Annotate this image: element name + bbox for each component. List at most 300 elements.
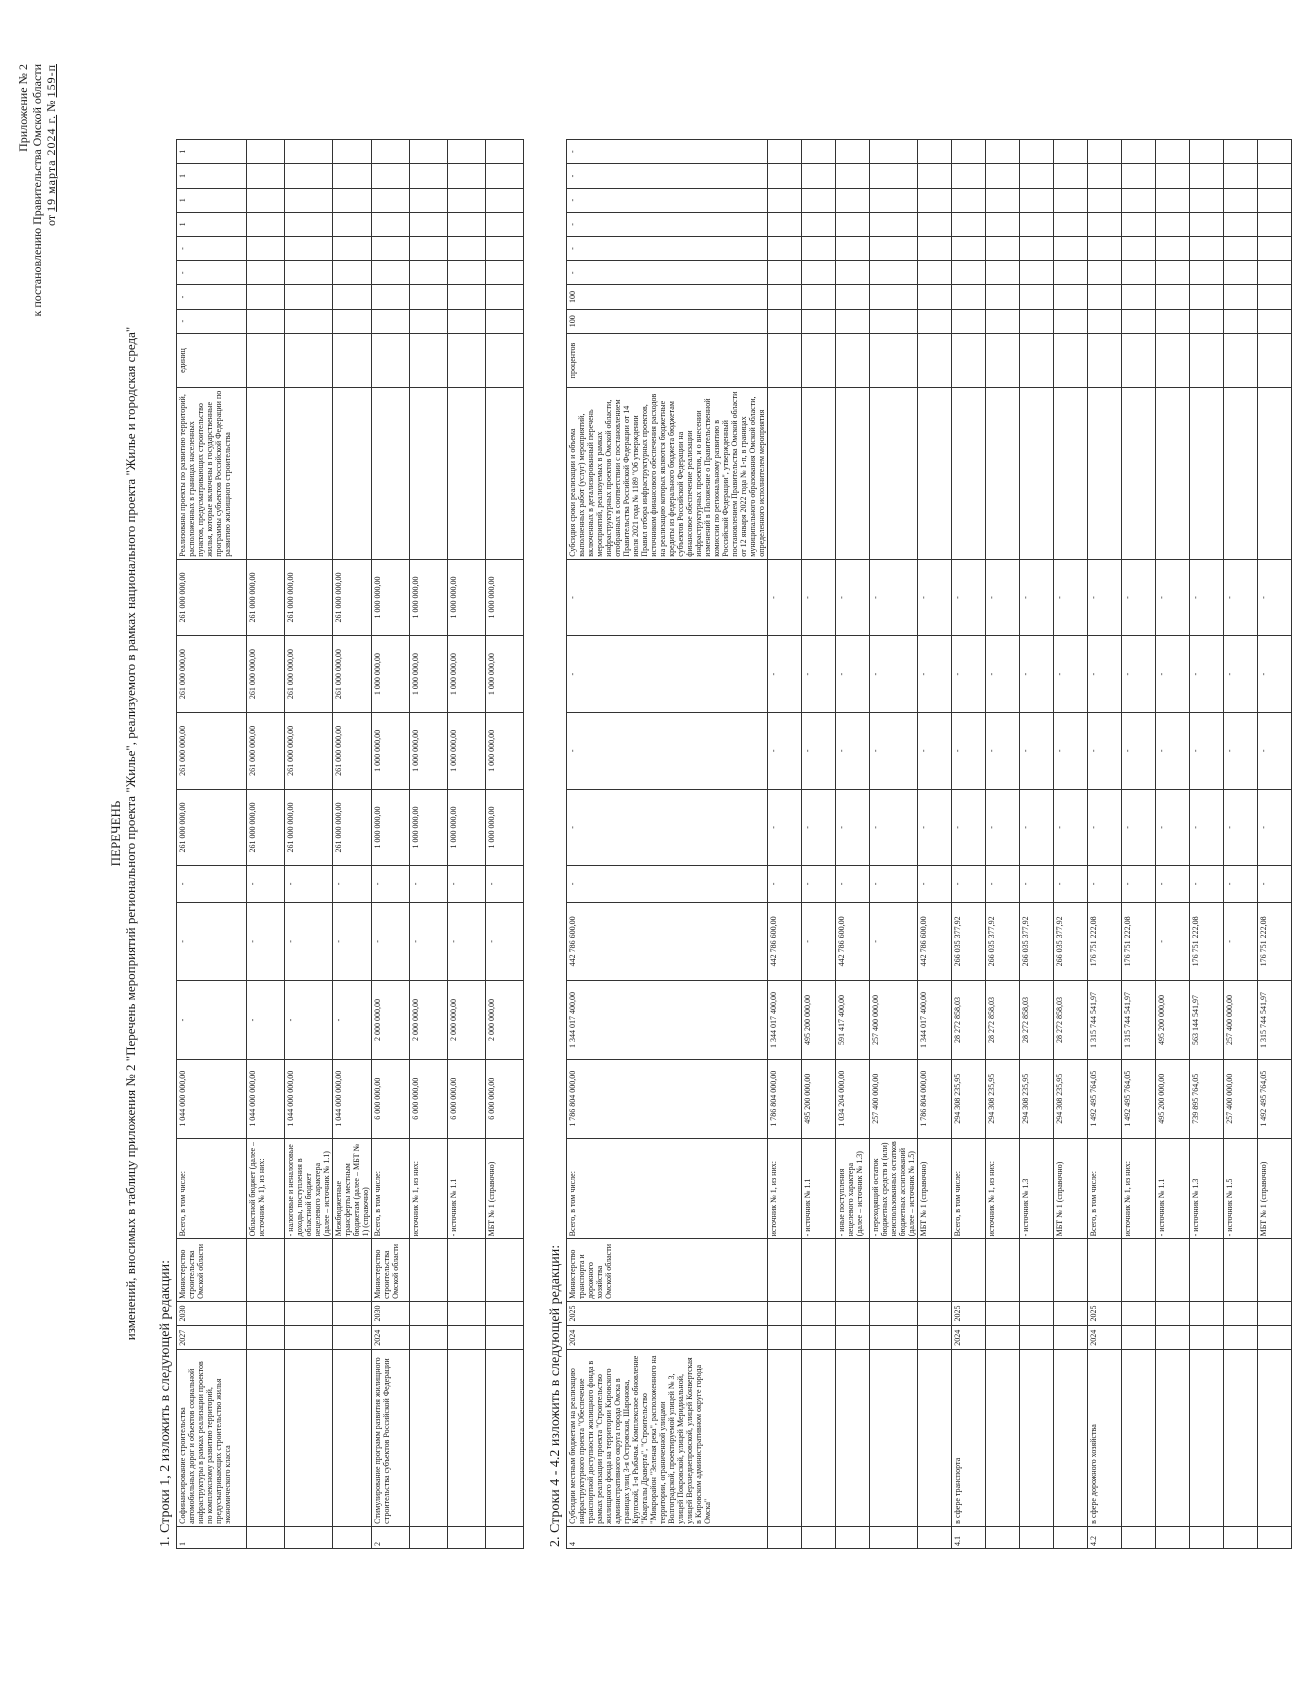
table-cell [1224,309,1258,333]
table-cell [870,164,918,188]
table-cell [333,1350,372,1527]
table-cell: 28 272 858,03 [986,981,1020,1060]
table-cell [1190,1526,1224,1548]
table-row [372,140,410,1549]
table-cell: 1 492 495 764,05 [1088,1059,1122,1138]
table-cell [836,164,870,188]
table-cell [1224,261,1258,285]
table-cell [1156,140,1190,164]
table-cell: 495 200 000,00 [1156,1059,1190,1138]
table-cell [486,1526,524,1548]
table-cell: - [870,866,918,902]
table-cell [1190,1350,1224,1527]
table-cell: 495 200 000,00 [802,1059,836,1138]
table-cell [1190,388,1224,559]
table-cell: 261 000 000,00 [285,789,333,866]
table-cell [768,333,802,387]
table-cell [870,388,918,559]
table-cell [285,140,333,164]
table-cell [1088,309,1122,333]
table-cell: - [1156,712,1190,789]
table-cell: - [918,712,952,789]
table-cell: 261 000 000,00 [247,789,285,866]
table-cell: - [1122,789,1156,866]
table-cell [918,1239,952,1302]
table-cell [986,333,1020,387]
table-cell [870,1239,918,1302]
table-cell: 266 035 377,92 [986,902,1020,981]
table-cell [1156,1526,1190,1548]
table-cell: 261 000 000,00 [333,789,372,866]
table-cell: Всего, в том числе: [1088,1138,1122,1239]
table-cell: 294 308 235,95 [1054,1059,1088,1138]
table-cell [1054,1301,1088,1325]
table-cell [247,1526,285,1548]
table-cell [486,1301,524,1325]
table-cell: 1 315 744 541,97 [1088,981,1122,1060]
table-cell [372,309,410,333]
table-cell [285,212,333,236]
table-cell: 257 400 000,00 [1224,1059,1258,1138]
table-row [247,140,285,1549]
table-cell: - [1088,636,1122,713]
table-cell [870,333,918,387]
table-cell [486,261,524,285]
table-cell: 739 895 764,05 [1190,1059,1224,1138]
table-cell [1224,188,1258,212]
table-cell [952,140,986,164]
table-cell [1224,1301,1258,1325]
table-cell: 2030 [177,1301,247,1325]
table-cell [1156,285,1190,309]
table-cell: - [567,261,768,285]
table-cell: 442 786 600,00 [918,902,952,981]
table-cell [247,164,285,188]
table-cell: 2024 [372,1326,410,1350]
table-cell: 6 000 000,00 [410,1059,448,1138]
table-cell: - [1020,866,1054,902]
table-cell [1258,1526,1292,1548]
table-cell: источник № 1, из них: [410,1138,448,1239]
table-cell [918,1301,952,1325]
table-cell [952,309,986,333]
table-cell: - [802,902,836,981]
table-cell: 1 344 017 400,00 [768,981,802,1060]
table-cell [986,140,1020,164]
table-cell [1156,164,1190,188]
table-cell [870,1301,918,1325]
table-cell: 1 000 000,00 [448,636,486,713]
table-cell: - [1088,866,1122,902]
table-cell: - [1258,789,1292,866]
table-cell [986,164,1020,188]
table-cell: источник № 1, из них: [768,1138,802,1239]
table-cell: 261 000 000,00 [247,636,285,713]
table-cell [918,164,952,188]
table-cell [836,1526,870,1548]
table-cell [802,212,836,236]
table-cell [333,309,372,333]
table-cell [952,164,986,188]
table-cell [1020,309,1054,333]
table-cell: - [1190,559,1224,636]
table-cell [1224,236,1258,260]
table-cell [410,1326,448,1350]
table-cell [952,1239,986,1302]
table-cell: 1 [177,164,247,188]
table-cell [448,309,486,333]
table-cell: 1 000 000,00 [372,636,410,713]
table-cell: - [952,789,986,866]
table-cell: 2 000 000,00 [448,981,486,1060]
table-cell [247,212,285,236]
table-cell: - [918,789,952,866]
table-cell [836,333,870,387]
table-cell [1156,309,1190,333]
table-cell [1122,388,1156,559]
table-cell [1258,1350,1292,1527]
table-cell [333,1326,372,1350]
table-cell [768,388,802,559]
table-cell [802,1526,836,1548]
table-cell [247,140,285,164]
table-cell: в сфере дорожного хозяйства [1088,1350,1122,1527]
table-cell [1020,1239,1054,1302]
table-cell: - [285,866,333,902]
table-cell: 294 308 235,95 [986,1059,1020,1138]
table-cell [768,1239,802,1302]
table-cell [448,212,486,236]
table-row [1258,140,1292,1549]
table-cell: - [870,636,918,713]
table-cell [986,1301,1020,1325]
table-cell: - [1224,636,1258,713]
table-cell: - [1258,866,1292,902]
table-cell [486,212,524,236]
table-cell [802,333,836,387]
table-cell [333,1526,372,1548]
table-cell [836,1350,870,1527]
table-cell: источник № 1, из них: [1122,1138,1156,1239]
table-cell [1258,261,1292,285]
table-cell [768,188,802,212]
table-cell: - [567,188,768,212]
table-cell: 1 000 000,00 [410,789,448,866]
table-cell [247,388,285,559]
table-cell [986,1526,1020,1548]
table-cell: 1 344 017 400,00 [567,981,768,1060]
table-cell [410,261,448,285]
table-cell [836,309,870,333]
table-cell [1156,388,1190,559]
table-row [802,140,836,1549]
table-cell [1088,140,1122,164]
table-cell: источник № 1, из них: [986,1138,1020,1239]
table-cell [333,212,372,236]
table-cell [1020,285,1054,309]
table-cell [1088,1239,1122,1302]
table-cell: 1 000 000,00 [410,712,448,789]
table-cell: 6 000 000,00 [448,1059,486,1138]
table-cell: - [567,789,768,866]
table-cell [768,164,802,188]
table-cell: 2 [372,1526,410,1548]
table-cell [1088,333,1122,387]
table-cell: 1 000 000,00 [486,636,524,713]
table-cell [768,309,802,333]
title-line1: ПЕРЕЧЕНЬ [108,800,123,867]
table-cell: - [333,981,372,1060]
table-cell: - [567,636,768,713]
table-cell: - [836,789,870,866]
table-cell: - [372,902,410,981]
table-cell [1190,164,1224,188]
table-cell: - [448,866,486,902]
table-cell [986,1326,1020,1350]
table-cell [802,1350,836,1527]
table-cell: - [567,212,768,236]
table-cell: - [952,559,986,636]
table-cell: в сфере транспорта [952,1350,986,1527]
table-cell: - [802,866,836,902]
table-cell: - [768,712,802,789]
table-cell: - [802,789,836,866]
table-cell [333,140,372,164]
table-cell [333,1239,372,1302]
table-row [486,140,524,1549]
table-cell: - [177,981,247,1060]
table-cell: - налоговые и неналоговые доходы, поступления в областной бюджет нецелевого характера (далее – источник № 1.1) [285,1138,333,1239]
table-cell: 266 035 377,92 [1054,902,1088,981]
table-cell [1020,388,1054,559]
table-cell [870,140,918,164]
table-cell [1054,1239,1088,1302]
table-cell: 4.2 [1088,1526,1122,1548]
table-cell [986,261,1020,285]
table-cell [486,140,524,164]
table-cell [986,236,1020,260]
table-cell [1088,188,1122,212]
table-cell [870,1350,918,1527]
table-cell [802,309,836,333]
table-cell [768,212,802,236]
table-cell: Всего, в том числе: [952,1138,986,1239]
table-cell [1156,1350,1190,1527]
table-cell [1224,164,1258,188]
table-cell [247,309,285,333]
table-cell [1088,236,1122,260]
table-cell [1190,212,1224,236]
table-cell: 4.1 [952,1526,986,1548]
table-cell [448,188,486,212]
table-cell [372,388,410,559]
table-cell [1122,1326,1156,1350]
table-cell [285,236,333,260]
table-cell [1258,188,1292,212]
table-cell: - [952,636,986,713]
table-cell: 2024 [1088,1326,1122,1350]
table-cell: Софинансирование строительства автомобильных дорог и объектов социальной инфраструктуры в рамках реализации проектов по комплексному развитию территорий, предусматривающих строительство жилья экономического класса [177,1350,247,1527]
table-cell [1190,188,1224,212]
table-cell [836,285,870,309]
table-cell: - [918,866,952,902]
table-cell: - [1122,636,1156,713]
table-cell [802,285,836,309]
appendix-line2: к постановлению Правительства Омской области [30,64,44,317]
table-cell [1258,212,1292,236]
table-cell [410,1301,448,1325]
table-cell: 1 044 000 000,00 [177,1059,247,1138]
table-cell: - [768,559,802,636]
table-cell: - [1156,789,1190,866]
table-cell: 6 000 000,00 [372,1059,410,1138]
table-cell [802,388,836,559]
table-cell: МБТ № 1 (справочно) [1258,1138,1292,1239]
table-cell [802,1239,836,1302]
table-cell: - переходящий остаток бюджетных средств и (или) неиспользованных остатков бюджетных ассигнований (далее – источник № 1.5) [870,1138,918,1239]
table-cell: - [1224,866,1258,902]
table-cell [1258,285,1292,309]
table-cell [870,261,918,285]
table-cell: 442 786 600,00 [768,902,802,981]
table-cell: 1 786 804 000,00 [567,1059,768,1138]
table-cell: 1 [177,212,247,236]
table-cell: 261 000 000,00 [247,712,285,789]
table-cell: 176 751 222,08 [1258,902,1292,981]
table-cell: - [567,866,768,902]
table-cell: - [1122,559,1156,636]
table-cell [372,236,410,260]
table-cell [448,285,486,309]
table-cell [1122,1350,1156,1527]
table-cell: 261 000 000,00 [333,636,372,713]
table-cell: 261 000 000,00 [177,559,247,636]
table-cell [1088,285,1122,309]
table-cell [1054,140,1088,164]
table-cell: 1 786 804 000,00 [918,1059,952,1138]
table-cell: - источник № 1.5 [1224,1138,1258,1239]
table-cell: - [802,559,836,636]
table-cell [1190,1301,1224,1325]
table-cell [1190,1326,1224,1350]
table-cell [952,236,986,260]
section1-title: 1. Строки 1, 2 изложить в следующей редакции: [158,1259,173,1547]
table-cell: 257 400 000,00 [870,1059,918,1138]
table-cell: 100 [567,309,768,333]
table-cell: 495 200 000,00 [1156,981,1190,1060]
table-cell: - [1054,559,1088,636]
table-cell [1258,164,1292,188]
table-cell [1258,140,1292,164]
table-cell: - [1156,902,1190,981]
table-cell: - [247,902,285,981]
table-cell [1088,212,1122,236]
table-cell: - [372,866,410,902]
table-cell [768,1350,802,1527]
table-cell [1054,333,1088,387]
table-cell: 176 751 222,08 [1190,902,1224,981]
table-cell [1122,309,1156,333]
table-cell: 294 308 235,95 [1020,1059,1054,1138]
table-cell [1020,140,1054,164]
table-cell [1258,1239,1292,1302]
table-cell [410,1526,448,1548]
table-cell [836,388,870,559]
table-cell: - [1258,636,1292,713]
table-row [986,140,1020,1549]
table-cell: 1 315 744 541,97 [1122,981,1156,1060]
table-cell: - [836,636,870,713]
table-cell [1020,261,1054,285]
table-cell: 1 492 495 764,05 [1122,1059,1156,1138]
table-cell [1156,212,1190,236]
table-cell: 257 400 000,00 [1224,981,1258,1060]
table-cell: 28 272 858,03 [952,981,986,1060]
table-cell [870,1326,918,1350]
table-cell [247,1239,285,1302]
table-cell [1190,333,1224,387]
table-cell [952,188,986,212]
table-cell [802,236,836,260]
table-cell [448,236,486,260]
table-cell [285,261,333,285]
table-cell [1156,333,1190,387]
table-cell: 1 000 000,00 [486,712,524,789]
table-row [410,140,448,1549]
table-cell [986,1350,1020,1527]
table-cell: 261 000 000,00 [177,712,247,789]
table-cell [448,1526,486,1548]
table-cell [333,388,372,559]
table-cell: - [1122,712,1156,789]
table-cell: 1 000 000,00 [372,559,410,636]
table-cell [1122,236,1156,260]
table-row [1020,140,1054,1549]
table-cell: Реализованы проекты по развитию территорий, расположенных в границах населенных пунктов, предусматривающих строительство жилья, которые включены в государственные программы субъектов Российской Федерации по развитию жилищного строительства [177,388,247,559]
table-cell [247,1301,285,1325]
table-cell [247,261,285,285]
table-cell: 1 [177,188,247,212]
table-cell: 261 000 000,00 [333,559,372,636]
table-cell [768,1326,802,1350]
section1-table [176,139,524,1549]
table-cell [1020,1326,1054,1350]
table-cell: - [1190,789,1224,866]
table-cell [1020,1350,1054,1527]
table-cell [836,261,870,285]
table-cell: - [1224,559,1258,636]
table-cell [410,188,448,212]
table-cell [1020,188,1054,212]
table-cell: - [986,866,1020,902]
table-cell: 2 000 000,00 [410,981,448,1060]
table-cell: процентов [567,333,768,387]
table-cell: - [1224,712,1258,789]
table-cell [1122,1526,1156,1548]
table-cell [1190,309,1224,333]
table-cell: - [870,789,918,866]
table-cell [410,285,448,309]
table-cell: 1 344 017 400,00 [918,981,952,1060]
table-cell [1054,1350,1088,1527]
table-cell: - [177,261,247,285]
table-cell [410,309,448,333]
table-cell [1190,261,1224,285]
table-cell [333,261,372,285]
table-cell [1122,261,1156,285]
table-cell: 1 000 000,00 [448,559,486,636]
table-cell: - [768,636,802,713]
